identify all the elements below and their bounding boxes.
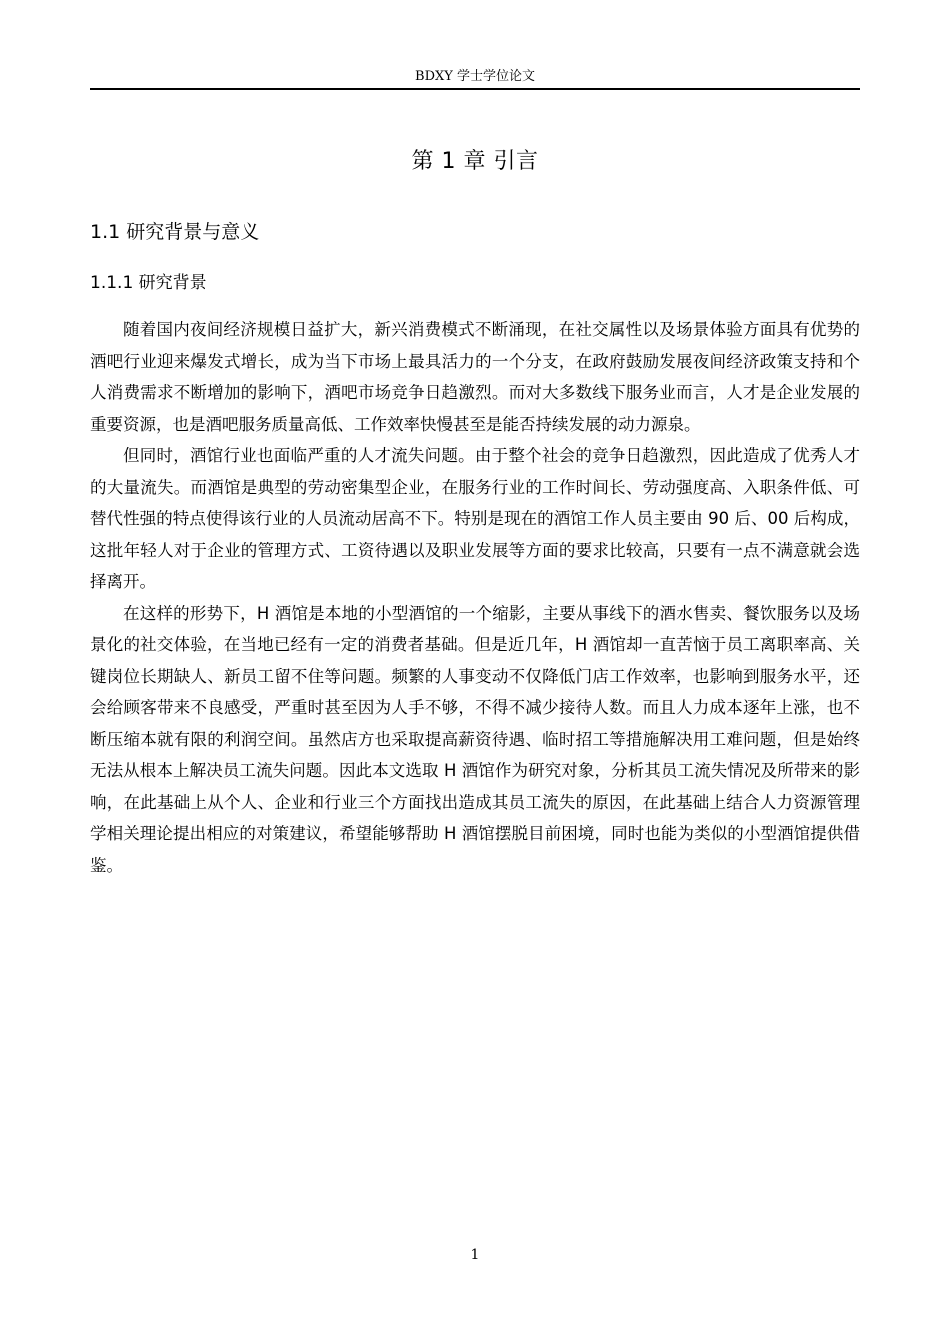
chapter-title: 第 1 章 引言 <box>411 149 539 174</box>
paragraph: 但同时，酒馆行业也面临严重的人才流失问题。由于整个社会的竞争日趋激烈，因此造成了优秀人才的大量流失。而酒馆是典型的劳动密集型企业，在服务行业的工作时间长、劳动强度高、入职条件低、可替代性强的特点使得该行业的人员流动居高不下。特别是现在的酒馆工作人员主要由 90 后、00 后构成，这批年轻人对于企业的管理方式、工资待遇以及职业发展等方面的要求比较高，只要有一点不满意就会选择离开。 <box>90 446 860 591</box>
paragraph: 在这样的形势下，H 酒馆是本地的小型酒馆的一个缩影，主要从事线下的酒水售卖、餐饮服务以及场景化的社交体验，在当地已经有一定的消费者基础。但是近几年，H 酒馆却一直苦恼于员工离职率高、关键岗位长期缺人、新员工留不住等问题。频繁的人事变动不仅降低门店工作效率，也影响到服务水平，还会给顾客带来不良感受，严重时甚至因为人手不够，不得不减少接待人数。而且人力成本逐年上涨，也不断压缩本就有限的利润空间。虽然店方也采取提高薪资待遇、临时招工等措施解决用工难问题，但是始终无法从根本上解决员工流失问题。因此本文选取 H 酒馆作为研究对象，分析其员工流失情况及所带来的影响，在此基础上从个人、企业和行业三个方面找出造成其员工流失的原因，在此基础上结合人力资源管理学相关理论提出相应的对策建议，希望能够帮助 H 酒馆摆脱目前困境，同时也能为类似的小型酒馆提供借鉴。 <box>90 603 860 875</box>
section-title: 1.1 研究背景与意义 <box>90 221 260 243</box>
header-rule <box>90 88 860 90</box>
page-number: 1 <box>470 1247 480 1263</box>
body-text <box>90 314 860 881</box>
paragraph: 随着国内夜间经济规模日益扩大，新兴消费模式不断涌现，在社交属性以及场景体验方面具有优势的酒吧行业迎来爆发式增长，成为当下市场上最具活力的一个分支，在政府鼓励发展夜间经济政策支持和个人消费需求不断增加的影响下，酒吧市场竞争日趋激烈。而对大多数线下服务业而言，人才是企业发展的重要资源，也是酒吧服务质量高低、工作效率快慢甚至是能否持续发展的动力源泉。 <box>90 320 860 434</box>
subsection-title: 1.1.1 研究背景 <box>90 273 207 293</box>
running-header: BDXY 学士学位论文 <box>415 69 535 84</box>
